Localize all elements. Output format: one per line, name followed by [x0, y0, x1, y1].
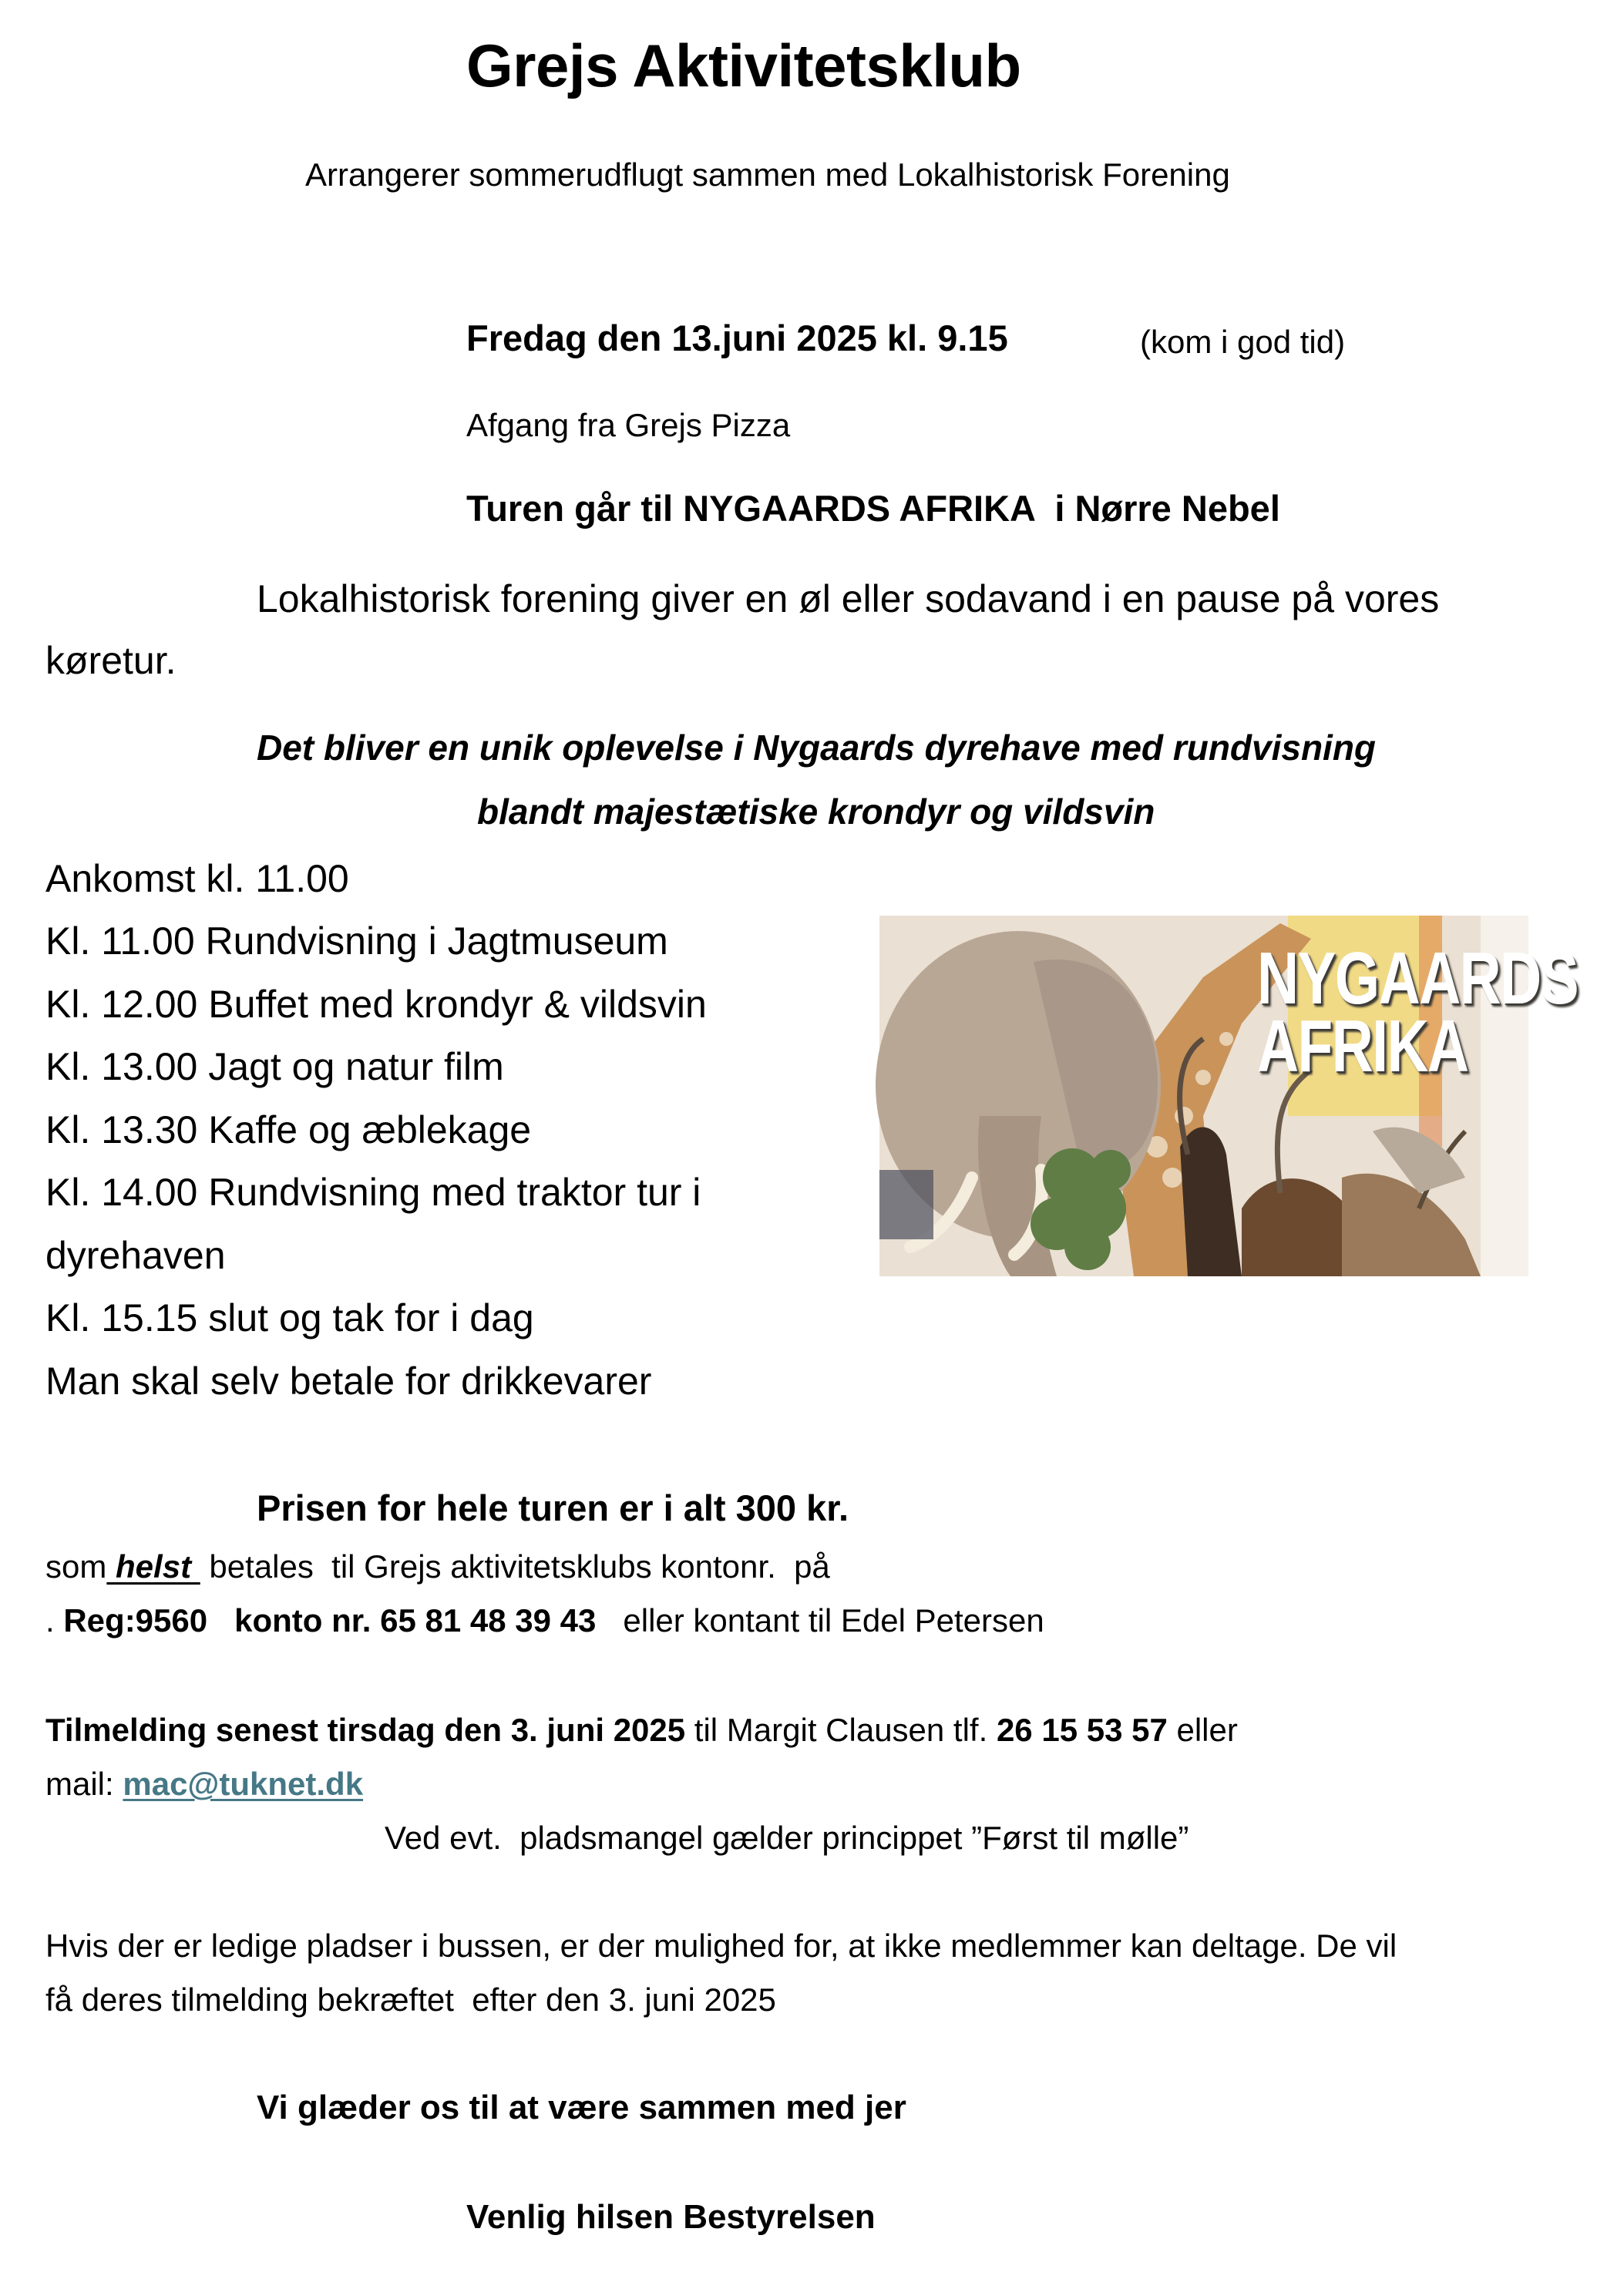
payment-line2-post: eller kontant til Edel Petersen: [596, 1602, 1044, 1639]
schedule-item: Kl. 13.30 Kaffe og æblekage: [45, 1108, 532, 1151]
event-date: Fredag den 13.juni 2025 kl. 9.15: [466, 318, 1008, 358]
schedule-item: Man skal selv betale for drikkevarer: [45, 1360, 652, 1403]
schedule-item: Ankomst kl. 11.00: [45, 857, 349, 900]
nonmembers-line2: få deres tilmelding bekræftet efter den 3. juni 2025: [45, 1981, 776, 2018]
photo-logo-line2: AFRIKA: [1257, 1005, 1468, 1088]
nygaards-afrika-photo: [879, 916, 1579, 1276]
schedule-item: Kl. 15.15 slut og tak for i dag: [45, 1296, 534, 1339]
payment-line1: [45, 1548, 830, 1585]
mail-line: [45, 1768, 363, 1800]
space-note: Ved evt. pladsmangel gælder princippet ”Først til mølle”: [385, 1820, 1189, 1856]
closing-signature: Venlig hilsen Bestyrelsen: [466, 2198, 876, 2236]
bank-account: Reg:9560 konto nr. 65 81 48 39 43: [63, 1602, 597, 1639]
photo-logo-line1: NYGAARDS: [1257, 937, 1579, 1020]
nonmembers-line1: Hvis der er ledige pladser i bussen, er der mulighed for, at ikke medlemmer kan deltage. De vil: [45, 1928, 1397, 1964]
registration-end: eller: [1167, 1712, 1238, 1748]
page-subtitle: Arrangerer sommerudflugt sammen med Lokalhistorisk Forening: [305, 156, 1230, 193]
highlight-line2: blandt majestætiske krondyr og vildsvin: [477, 792, 1155, 832]
registration-deadline: Tilmelding senest tirsdag den 3. juni 2025: [45, 1712, 686, 1748]
event-date-note: (kom i god tid): [1140, 324, 1346, 360]
page-title: Grejs Aktivitetsklub: [466, 32, 1021, 99]
schedule-item: Kl. 13.00 Jagt og natur film: [45, 1045, 504, 1088]
price-info: Prisen for hele turen er i alt 300 kr.: [257, 1487, 849, 1528]
payment-line2-dot: .: [45, 1602, 64, 1639]
payment-line2: [45, 1602, 1044, 1639]
mail-label: mail:: [45, 1766, 123, 1802]
photo-logo: [1257, 937, 1579, 1088]
payment-line1-pre: som: [45, 1548, 107, 1585]
refreshment-text-line1: Lokalhistorisk forening giver en øl eller sodavand i en pause på vores: [257, 577, 1440, 620]
departure-info: Afgang fra Grejs Pizza: [466, 407, 791, 443]
registration-phone: 26 15 53 57: [996, 1712, 1168, 1748]
schedule-item: Kl. 11.00 Rundvisning i Jagtmuseum: [45, 919, 668, 963]
closing-greeting: Vi glæder os til at være sammen med jer: [257, 2089, 906, 2126]
schedule-item: Kl. 12.00 Buffet med krondyr & vildsvin: [45, 983, 707, 1026]
destination-info: Turen går til NYGAARDS AFRIKA i Nørre Nebel: [466, 488, 1280, 529]
registration-line: [45, 1714, 1238, 1746]
highlight-line1: Det bliver en unik oplevelse i Nygaards dyrehave med rundvisning: [257, 728, 1377, 768]
schedule-item: Kl. 14.00 Rundvisning med traktor tur i: [45, 1171, 701, 1214]
email-link[interactable]: mac@tuknet.dk: [123, 1766, 364, 1802]
payment-line1-emphasis: helst: [106, 1548, 200, 1585]
payment-line1-post: betales til Grejs aktivitetsklubs kontonr. på: [200, 1548, 830, 1585]
registration-contact: til Margit Clausen tlf.: [685, 1712, 997, 1748]
refreshment-text-line2: køretur.: [45, 639, 177, 682]
schedule-item: dyrehaven: [45, 1234, 226, 1277]
